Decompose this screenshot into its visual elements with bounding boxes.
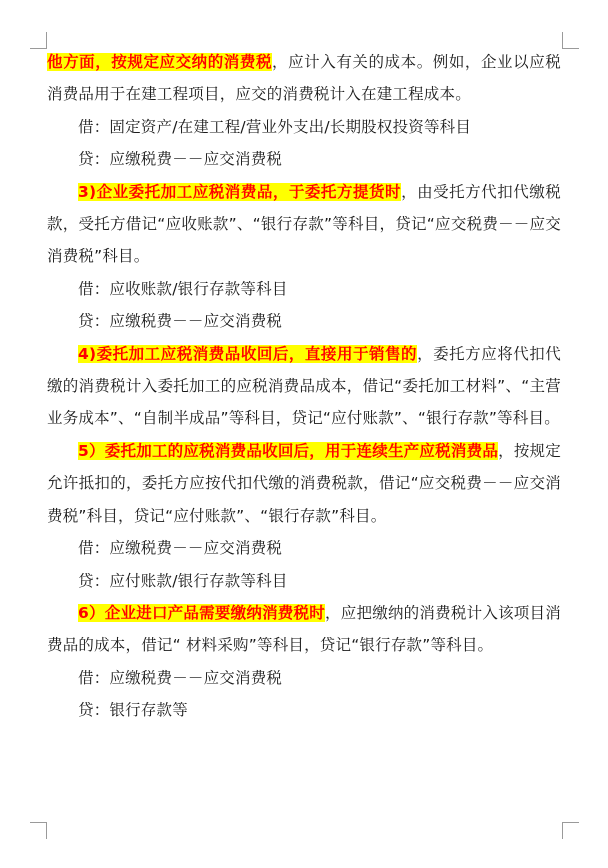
paragraph-text: 借：固定资产/在建工程/营业外支出/长期股权投资等科目 xyxy=(78,117,472,136)
paragraph-text: ，按规定允许抵扣的，委托方应按代扣代缴的消费税款，借记“应交税费－－应交消费税”科目，贷记“应付账款”、“银行存款”科目。 xyxy=(47,441,561,525)
journal-entry-credit xyxy=(47,565,561,597)
highlighted-phrase: 他方面，按规定应交纳的消费税 xyxy=(47,53,273,71)
paragraph-text: ，应计入有关的成本。例如，企业以应税消费品用于在建工程项目，应交的消费税计入在建工程成本。 xyxy=(47,53,561,104)
margin-corner-top-right xyxy=(562,32,579,49)
highlighted-phrase: 6）企业进口产品需要缴纳消费税时 xyxy=(78,603,326,622)
paragraph xyxy=(47,597,561,662)
paragraph-text: 借：应缴税费－－应交消费税 xyxy=(78,539,283,558)
margin-corner-top-left xyxy=(30,32,47,49)
margin-corner-bottom-left xyxy=(30,822,47,839)
highlighted-phrase: 3)企业委托加工应税消费品，于委托方提货时 xyxy=(78,182,402,201)
paragraph-text: 贷：应缴税费－－应交消费税 xyxy=(78,150,283,169)
paragraph-text: ，应把缴纳的消费税计入该项目消费品的成本，借记“ 材料采购”等科目，贷记“银行存款”等科目。 xyxy=(47,603,561,655)
paragraph xyxy=(47,435,561,532)
margin-corner-bottom-right xyxy=(562,822,579,839)
paragraph xyxy=(47,176,561,273)
journal-entry-credit xyxy=(47,143,561,175)
paragraph-text: 贷：应缴税费－－应交消费税 xyxy=(78,312,283,331)
paragraph-text: ，由受托方代扣代缴税款，受托方借记“应收账款”、“银行存款”等科目，贷记“应交税费－－应交消费税”科目。 xyxy=(47,182,561,266)
paragraph xyxy=(47,46,561,111)
paragraph xyxy=(47,338,561,435)
journal-entry-credit xyxy=(47,305,561,337)
paragraph-text: 贷：银行存款等 xyxy=(78,701,188,720)
journal-entry-debit xyxy=(47,662,561,694)
paragraph-text: ，委托方应将代扣代缴的消费税计入委托加工的应税消费品成本，借记“委托加工材料”、“主营业务成本”、“自制半成品”等科目，贷记“应付账款”、“银行存款”等科目。 xyxy=(47,344,561,428)
highlighted-phrase: 4)委托加工应税消费品收回后，直接用于销售的 xyxy=(78,344,418,363)
paragraph-text: 借：应缴税费－－应交消费税 xyxy=(78,668,283,687)
journal-entry-debit xyxy=(47,273,561,305)
journal-entry-debit xyxy=(47,111,561,143)
highlighted-phrase: 5）委托加工的应税消费品收回后，用于连续生产应税消费品 xyxy=(78,441,499,460)
journal-entry-credit xyxy=(47,694,561,726)
document-body xyxy=(47,46,561,727)
journal-entry-debit xyxy=(47,532,561,564)
paragraph-text: 借：应收账款/银行存款等科目 xyxy=(78,279,288,298)
paragraph-text: 贷：应付账款/银行存款等科目 xyxy=(78,571,288,590)
